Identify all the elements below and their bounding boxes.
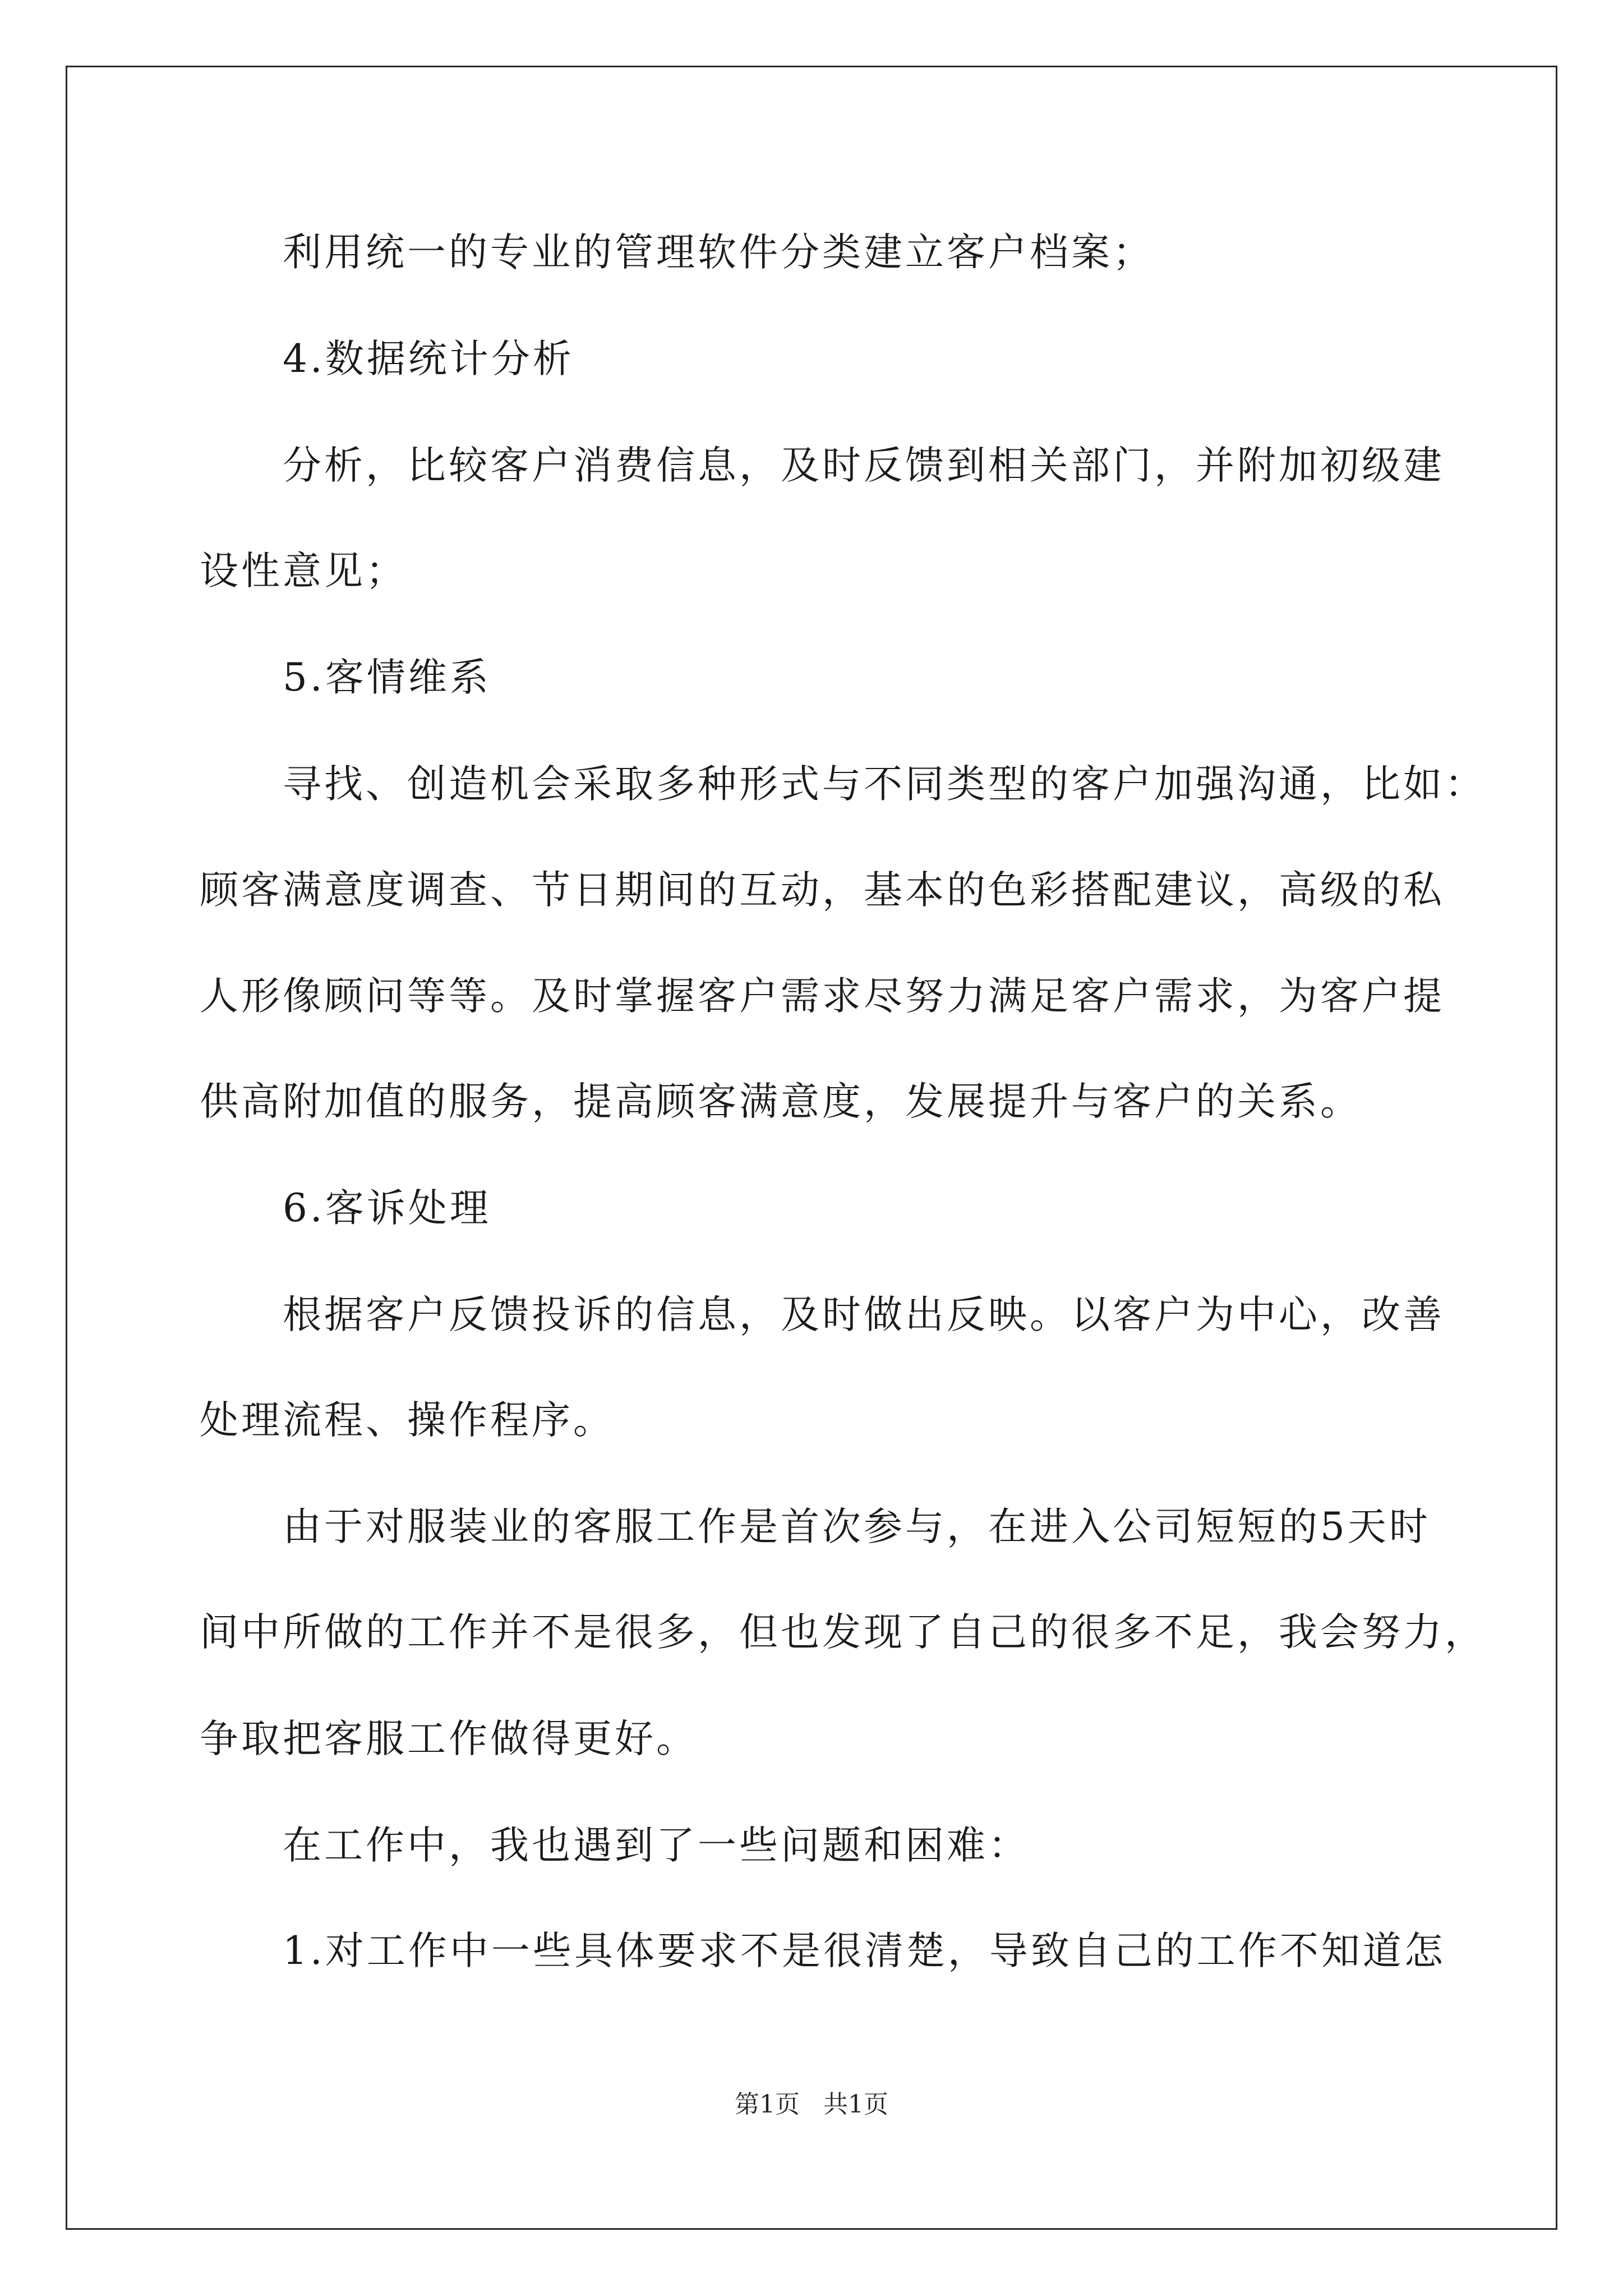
page-border — [66, 66, 1557, 2230]
paragraph-line: 间中所做的工作并不是很多，但也发现了自己的很多不足，我会努力， — [200, 1610, 1486, 1655]
paragraph-line: 寻找、创造机会采取多种形式与不同类型的客户加强沟通，比如： — [283, 762, 1486, 807]
paragraph-line: 供高附加值的服务，提高顾客满意度，发展提升与客户的关系。 — [200, 1079, 1362, 1124]
section-heading: 6.客诉处理 — [283, 1186, 491, 1231]
section-heading: 4.数据统计分析 — [283, 337, 574, 381]
paragraph-line: 利用统一的专业的管理软件分类建立客户档案； — [283, 230, 1154, 275]
paragraph-line: 顾客满意度调查、节日期间的互动，基本的色彩搭配建议，高级的私 — [200, 868, 1445, 913]
paragraph-line: 在工作中，我也遇到了一些问题和困难： — [283, 1823, 1030, 1868]
page-number-footer: 第1页 共1页 — [735, 2090, 888, 2119]
paragraph-line: 由于对服装业的客服工作是首次参与，在进入公司短短的5天时 — [283, 1504, 1431, 1549]
paragraph-line: 根据客户反馈投诉的信息，及时做出反映。以客户为中心，改善 — [283, 1292, 1445, 1337]
paragraph-line: 处理流程、操作程序。 — [200, 1398, 615, 1443]
paragraph-line: 设性意见； — [200, 549, 407, 593]
paragraph-line: 争取把客服工作做得更好。 — [200, 1717, 698, 1761]
paragraph-line: 1.对工作中一些具体要求不是很清楚，导致自己的工作不知道怎 — [283, 1929, 1446, 1973]
paragraph-line: 分析，比较客户消费信息，及时反馈到相关部门，并附加初级建 — [283, 443, 1445, 488]
section-heading: 5.客情维系 — [283, 655, 491, 700]
paragraph-line: 人形像顾问等等。及时掌握客户需求尽努力满足客户需求，为客户提 — [200, 974, 1445, 1019]
